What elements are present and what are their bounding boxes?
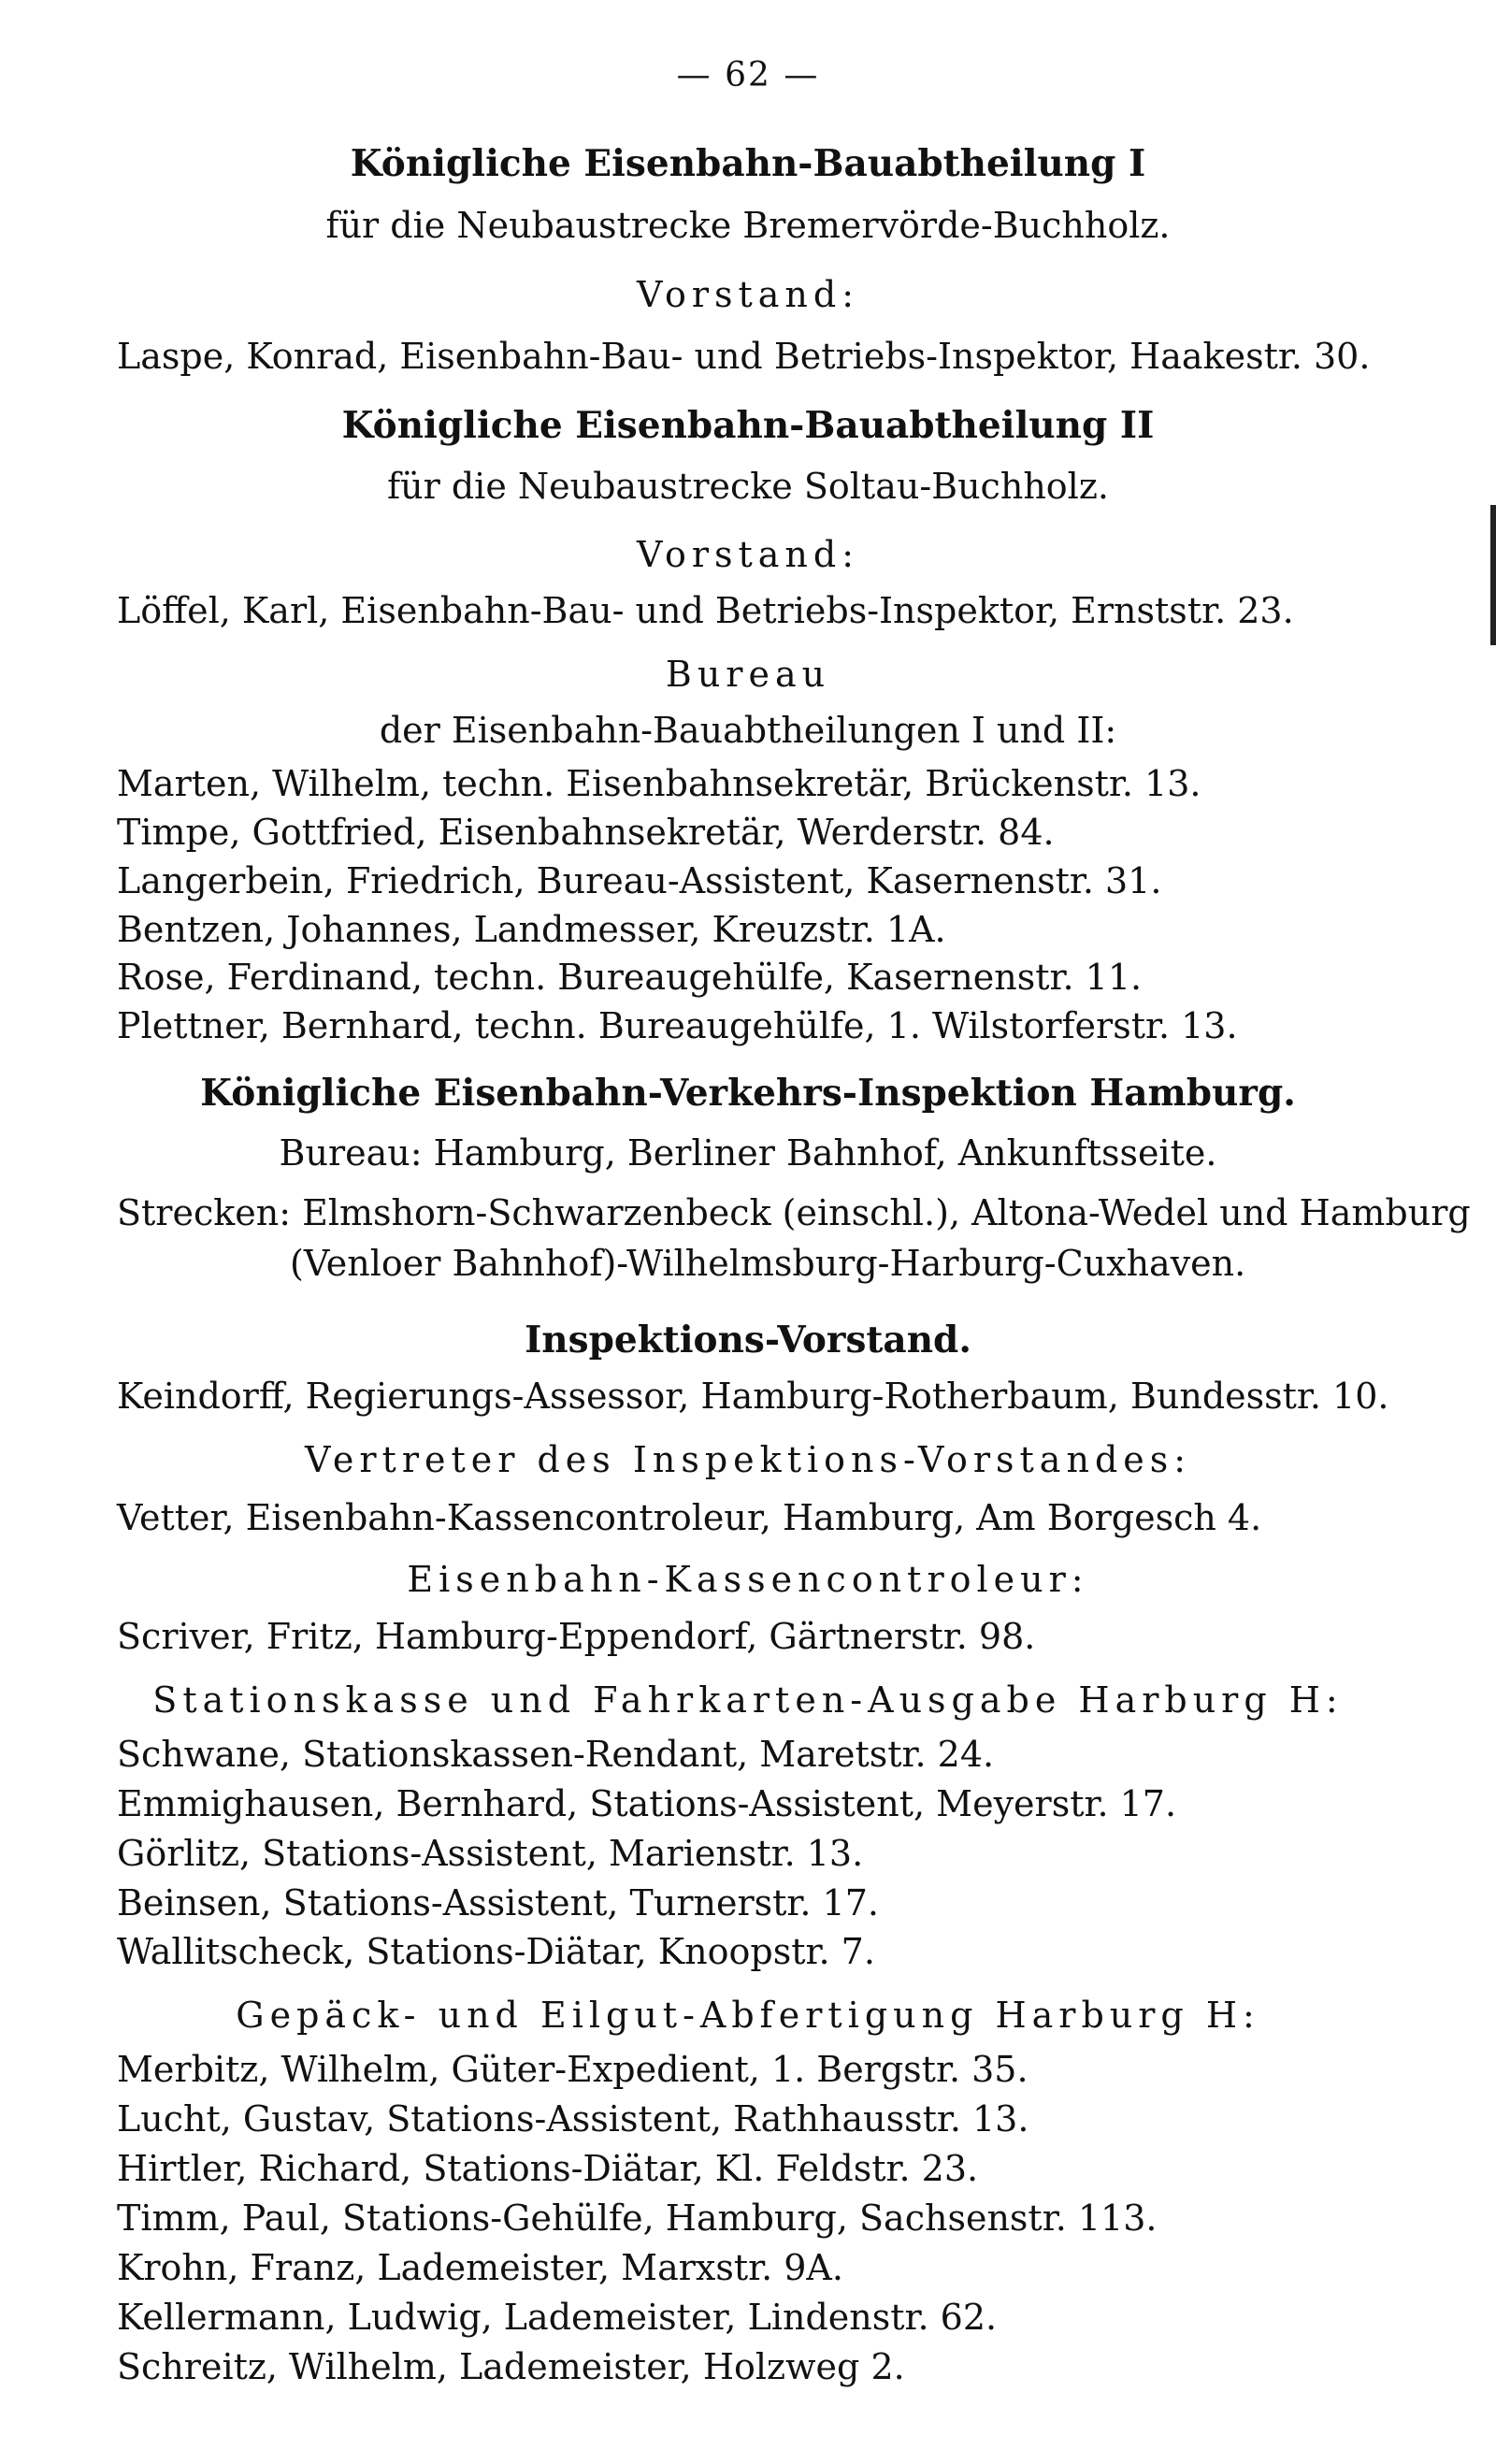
vorstand-entry-1: Laspe, Konrad, Eisenbahn-Bau- und Betriebs-Inspektor, Haakestr. 30. (117, 336, 1371, 377)
vorstand-label-2: Vorstand: (636, 534, 860, 575)
verkehrs-inspektion-strecken-line-2: (Venloer Bahnhof)-Wilhelmsburg-Harburg-Cuxhaven. (290, 1243, 1246, 1284)
inspektions-vorstand-title: Inspektions-Vorstand. (525, 1318, 971, 1362)
bureau-entry: Plettner, Bernhard, techn. Bureaugehülfe, 1. Wilstorferstr. 13. (117, 1005, 1238, 1046)
verkehrs-inspektion-bureau: Bureau: Hamburg, Berliner Bahnhof, Ankunftsseite. (279, 1132, 1217, 1174)
bureau-subtitle: der Eisenbahn-Bauabtheilungen I und II: (379, 710, 1117, 751)
bureau-entry: Timpe, Gottfried, Eisenbahnsekretär, Werderstr. 84. (117, 812, 1055, 853)
gepaeck-entry: Lucht, Gustav, Stations-Assistent, Rathhausstr. 13. (117, 2098, 1029, 2140)
inspektions-vorstand-entry: Keindorff, Regierungs-Assessor, Hamburg-Rotherbaum, Bundesstr. 10. (117, 1376, 1389, 1417)
page-number: — 62 — (676, 56, 820, 94)
vertreter-entry: Vetter, Eisenbahn-Kassencontroleur, Hamburg, Am Borgesch 4. (117, 1497, 1262, 1538)
gepaeck-title: Gepäck- und Eilgut-Abfertigung Harburg H: (236, 1995, 1260, 2036)
gepaeck-entry: Krohn, Franz, Lademeister, Marxstr. 9A. (117, 2247, 843, 2288)
gepaeck-entry: Merbitz, Wilhelm, Güter-Expedient, 1. Bergstr. 35. (117, 2049, 1028, 2090)
section-subtitle-bauabtheilung-2: für die Neubaustrecke Soltau-Buchholz. (387, 466, 1109, 507)
kassencontroleur-entry: Scriver, Fritz, Hamburg-Eppendorf, Gärtnerstr. 98. (117, 1616, 1036, 1657)
gepaeck-entry: Hirtler, Richard, Stations-Diätar, Kl. Feldstr. 23. (117, 2148, 979, 2189)
gepaeck-entry: Kellermann, Ludwig, Lademeister, Lindenstr. 62. (117, 2297, 998, 2338)
verkehrs-inspektion-strecken-line-1: Strecken: Elmshorn-Schwarzenbeck (einschl.), Altona-Wedel und Hamburg (117, 1192, 1471, 1233)
kassencontroleur-label: Eisenbahn-Kassencontroleur: (407, 1559, 1089, 1600)
stationskasse-title: Stationskasse und Fahrkarten-Ausgabe Harburg H: (152, 1679, 1344, 1721)
gepaeck-entry: Timm, Paul, Stations-Gehülfe, Hamburg, Sachsenstr. 113. (117, 2197, 1158, 2239)
stationskasse-entry: Beinsen, Stations-Assistent, Turnerstr. 17. (117, 1882, 879, 1924)
vorstand-entry-2: Löffel, Karl, Eisenbahn-Bau- und Betriebs-Inspektor, Ernststr. 23. (117, 590, 1294, 631)
stationskasse-entry: Emmighausen, Bernhard, Stations-Assistent, Meyerstr. 17. (117, 1783, 1177, 1824)
section-title-bauabtheilung-2: Königliche Eisenbahn-Bauabtheilung II (341, 404, 1155, 447)
bureau-entry: Rose, Ferdinand, techn. Bureaugehülfe, Kasernenstr. 11. (117, 957, 1143, 998)
bureau-title: Bureau (665, 654, 831, 695)
vorstand-label-1: Vorstand: (636, 274, 860, 315)
section-subtitle-bauabtheilung-1: für die Neubaustrecke Bremervörde-Buchholz. (325, 205, 1171, 246)
stationskasse-entry: Görlitz, Stations-Assistent, Marienstr. 13. (117, 1833, 864, 1874)
bureau-entry: Bentzen, Johannes, Landmesser, Kreuzstr. 1A. (117, 909, 946, 950)
gepaeck-entry: Schreitz, Wilhelm, Lademeister, Holzweg 2. (117, 2346, 905, 2387)
section-title-verkehrs-inspektion: Königliche Eisenbahn-Verkehrs-Inspektion Hamburg. (200, 1072, 1296, 1115)
bureau-entry: Marten, Wilhelm, techn. Eisenbahnsekretär, Brückenstr. 13. (117, 763, 1201, 804)
vertreter-label: Vertreter des Inspektions-Vorstandes: (304, 1439, 1192, 1480)
bureau-entry: Langerbein, Friedrich, Bureau-Assistent, Kasernenstr. 31. (117, 860, 1162, 901)
scan-edge-mark (1490, 505, 1496, 645)
stationskasse-entry: Schwane, Stationskassen-Rendant, Maretstr. 24. (117, 1734, 995, 1775)
section-title-bauabtheilung-1: Königliche Eisenbahn-Bauabtheilung I (350, 142, 1146, 185)
stationskasse-entry: Wallitscheck, Stations-Diätar, Knoopstr. 7. (117, 1931, 875, 1972)
